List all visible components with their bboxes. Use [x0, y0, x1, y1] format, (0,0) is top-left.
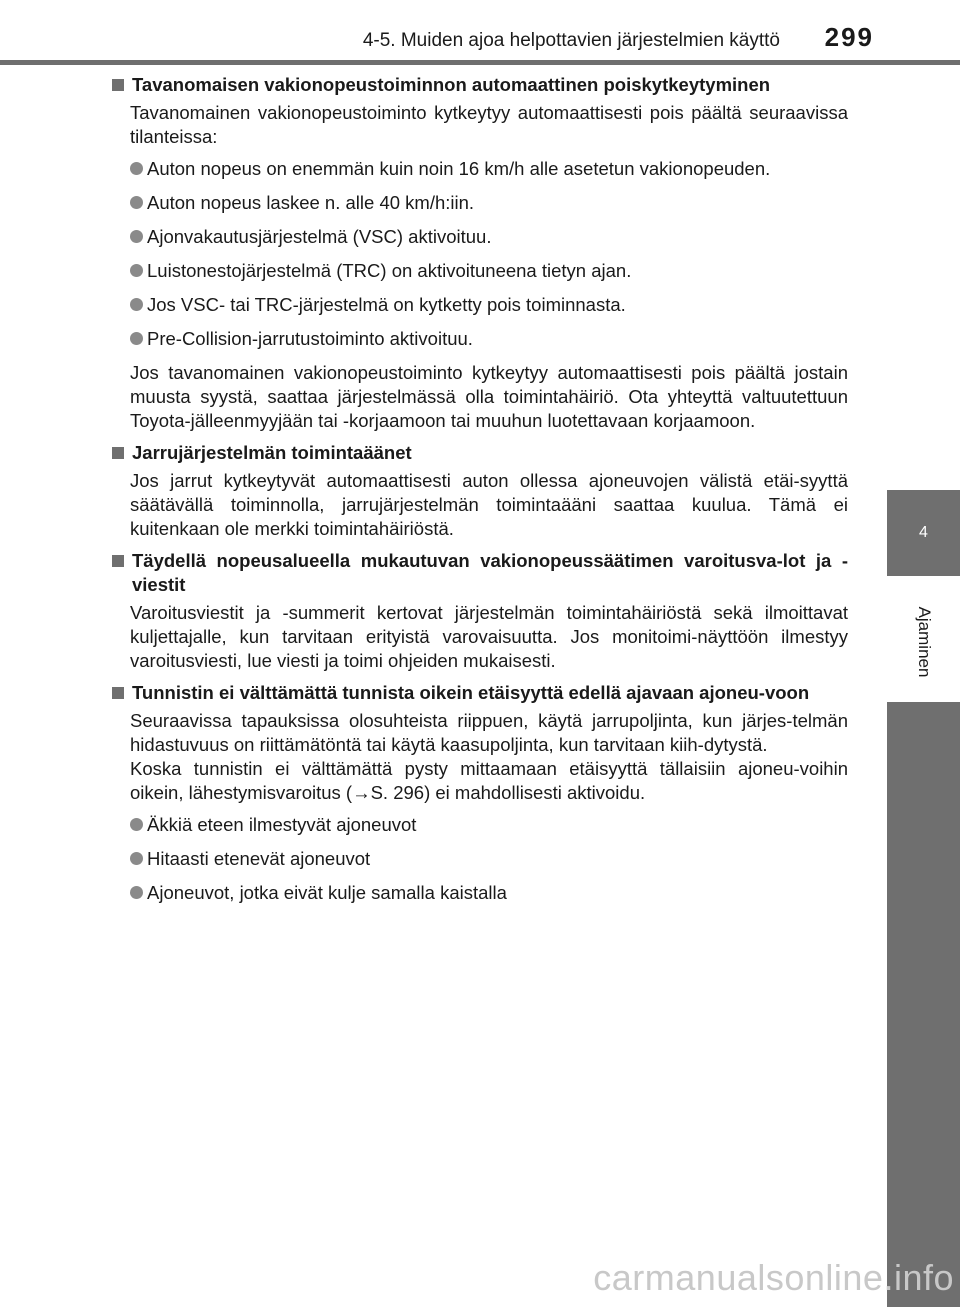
section-brake-sounds: [108, 441, 848, 541]
page-number: 299: [824, 22, 874, 52]
list-item: Äkkiä eteen ilmestyvät ajoneuvot: [130, 813, 848, 837]
circle-bullet-icon: [130, 264, 143, 277]
watermark: carmanualsonline.info: [593, 1257, 954, 1298]
circle-bullet-icon: [130, 818, 143, 831]
circle-bullet-icon: [130, 332, 143, 345]
list-item: Jos VSC- tai TRC-järjestelmä on kytketty pois toiminnasta.: [130, 293, 848, 317]
paragraph: Tavanomainen vakionopeustoiminto kytkeytyy automaattisesti pois päältä seuraavissa tilanteissa:: [130, 102, 848, 147]
section-title: 4-5. Muiden ajoa helpottavien järjestelmien käyttö: [362, 30, 780, 51]
square-bullet-icon: [112, 79, 124, 91]
circle-bullet-icon: [130, 298, 143, 311]
list-item: Hitaasti etenevät ajoneuvot: [130, 847, 848, 871]
square-bullet-icon: [112, 555, 124, 567]
list-item: Ajonvakautusjärjestelmä (VSC) aktivoituu.: [130, 225, 848, 249]
list-item: Auton nopeus laskee n. alle 40 km/h:iin.: [130, 191, 848, 215]
section-sensor-distance: [108, 681, 848, 905]
paragraph: Seuraavissa tapauksissa olosuhteista riippuen, käytä jarrupoljinta, kun järjes-telmän hidastuvuus on riittämätöntä tai käytä kaasupoljinta, kun tarvitaan kiih-dytystä.: [130, 710, 848, 755]
page-header: [0, 0, 960, 58]
list-item: Pre-Collision-jarrutustoiminto aktivoituu.: [130, 327, 848, 351]
page-content: [108, 73, 848, 915]
circle-bullet-icon: [130, 196, 143, 209]
list-item: Luistonestojärjestelmä (TRC) on aktivoituneena tietyn ajan.: [130, 259, 848, 283]
circle-bullet-icon: [130, 886, 143, 899]
circle-bullet-icon: [130, 852, 143, 865]
section-heading: Täydellä nopeusalueella mukautuvan vakionopeussäätimen varoitusva-lot ja -viestit: [108, 549, 848, 597]
list-item: Ajoneuvot, jotka eivät kulje samalla kaistalla: [130, 881, 848, 905]
chapter-title-tab: [887, 584, 960, 700]
chapter-number-tab: [887, 490, 960, 576]
square-bullet-icon: [112, 447, 124, 459]
section-heading: Tunnistin ei välttämättä tunnista oikein etäisyyttä edellä ajavaan ajoneu-voon: [108, 681, 848, 705]
section-heading: Jarrujärjestelmän toimintaäänet: [108, 441, 848, 465]
circle-bullet-icon: [130, 162, 143, 175]
section-warnings: [108, 549, 848, 673]
side-tab-bar: [887, 702, 960, 1307]
section-auto-cancel: [108, 73, 848, 433]
paragraph: Varoitusviestit ja -summerit kertovat järjestelmän toimintahäiriöstä sekä ilmoittavat kuljettajalle, kun tarvitaan erityistä varovaisuutta. Jos monitoimi-näyttöön ilmestyy varoitusviesti, lue viesti ja toimi ohjeiden mukaisesti.: [130, 602, 848, 671]
chapter-title: Ajaminen: [914, 606, 934, 678]
square-bullet-icon: [112, 687, 124, 699]
circle-bullet-icon: [130, 230, 143, 243]
paragraph: Koska tunnistin ei välttämättä pysty mittaamaan etäisyyttä tällaisiin ajoneu-voihin oikein, lähestymisvaroitus (→S. 296) ei mahdollisesti aktivoidu.: [130, 758, 848, 803]
paragraph: Jos jarrut kytkeytyvät automaattisesti auton ollessa ajoneuvojen välistä etäi-syyttä säätävällä toiminnolla, jarrujärjestelmän toimintaääni saattaa kuulua. Tämä ei kuitenkaan ole merkki toimintahäiriöstä.: [130, 470, 848, 539]
section-heading: Tavanomaisen vakionopeustoiminnon automaattinen poiskytkeytyminen: [108, 73, 848, 97]
paragraph: Jos tavanomainen vakionopeustoiminto kytkeytyy automaattisesti pois päältä jostain muusta syystä, saattaa järjestelmässä olla toimintahäiriö. Ota yhteyttä valtuutettuun Toyota-jälleenmyyjään tai -korjaamoon tai muuhun luotettavaan korjaamoon.: [130, 362, 848, 431]
header-divider: [0, 60, 960, 65]
chapter-number: 4: [919, 524, 928, 541]
list-item: Auton nopeus on enemmän kuin noin 16 km/h alle asetetun vakionopeuden.: [130, 157, 848, 181]
